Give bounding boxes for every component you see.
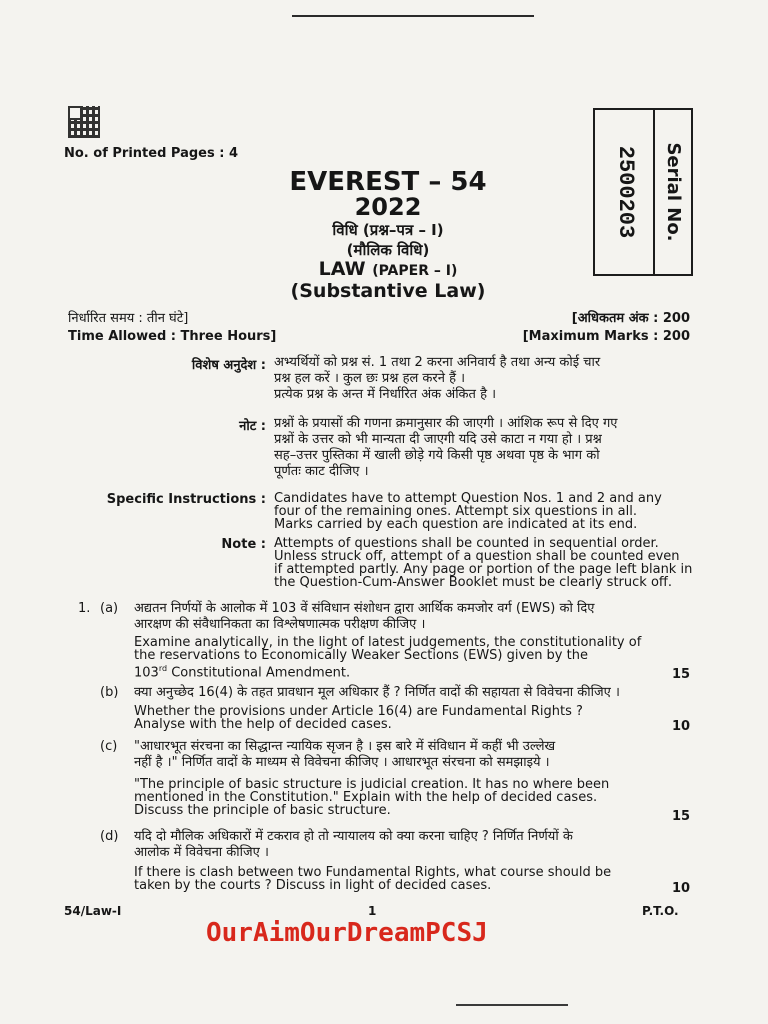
exam-title: EVEREST – 54 <box>289 167 487 197</box>
pto-label: P.T.O. <box>642 904 679 918</box>
part-b-hindi <box>134 685 694 701</box>
special-english-line: four of the remaining ones. Attempt six questions in all. <box>274 504 637 519</box>
special-hindi-line: अभ्यर्थियों को प्रश्न सं. 1 तथा 2 करना अनिवार्य है तथा अन्य कोई चार <box>274 355 601 370</box>
marks-english: [Maximum Marks : 200 <box>522 329 690 344</box>
time-english: Time Allowed : Three Hours] <box>68 329 277 344</box>
note-english-line: Unless struck off, attempt of a question shall be counted even <box>274 549 680 564</box>
part-hindi-line: यदि दो मौलिक अधिकारों में टकराव हो तो न्यायालय को क्या करना चाहिए ? निर्णित निर्णयों के <box>134 829 573 844</box>
note-label-english: Note : <box>221 537 266 552</box>
part-marks: 15 <box>672 809 691 824</box>
note-hindi-line: पूर्णतः काट दीजिए । <box>274 464 369 479</box>
part-hindi-line: नहीं है ।" निर्णित वादों के माध्यम से विवेचना कीजिए । आधारभूत संरचना को समझाइये । <box>134 755 550 770</box>
part-english-line: taken by the courts ? Discuss in light of decided cases. <box>134 878 492 893</box>
special-english-line: Marks carried by each question are indicated at its end. <box>274 517 638 532</box>
part-english-line: Discuss the principle of basic structure. <box>134 803 391 818</box>
note-label-hindi: नोट : <box>239 419 266 434</box>
note-english-line: Attempts of questions shall be counted in sequential order. <box>274 536 659 551</box>
paper-number: (PAPER – I) <box>372 263 458 279</box>
qr-code-icon <box>68 106 100 138</box>
part-label: (b) <box>100 685 119 700</box>
top-rule <box>292 15 534 17</box>
part-b-english <box>134 705 654 731</box>
subject-english <box>268 258 508 280</box>
subtitle-hindi: (मौलिक विधि) <box>346 241 430 259</box>
subtitle-english: (Substantive Law) <box>290 280 486 302</box>
special-hindi-line: प्रश्न हल करें । कुल छः प्रश्न हल करने हैं । <box>274 371 466 386</box>
subject-law: LAW <box>318 258 366 280</box>
part-hindi-line: क्या अनुच्छेद 16(4) के तहत प्रावधान मूल अधिकार हैं ? निर्णित वादों की सहायता से विवेचना कीजिए । <box>134 685 620 700</box>
part-marks: 10 <box>672 719 691 734</box>
subject-hindi: विधि (प्रश्न–पत्र – I) <box>332 221 444 239</box>
part-english-line: 103rd Constitutional Amendment. <box>134 664 351 681</box>
special-english-line: Candidates have to attempt Question Nos. 1 and 2 and any <box>274 491 662 506</box>
part-d-english <box>134 866 654 892</box>
part-hindi-line: आरक्षण की संवैधानिकता का विश्लेषणात्मक परीक्षण कीजिए । <box>134 617 426 632</box>
watermark-brand: OurAimOurDreamPCSJ <box>206 918 488 948</box>
marks-hindi: [अधिकतम अंक : 200 <box>571 311 690 326</box>
time-hindi: निर्धारित समय : तीन घंटे] <box>68 311 189 326</box>
part-d-hindi <box>134 829 694 861</box>
part-c-english <box>134 778 694 817</box>
special-label-hindi: विशेष अनुदेश : <box>191 358 266 373</box>
part-english-line: If there is clash between two Fundamental Rights, what course should be <box>134 865 612 880</box>
part-marks: 10 <box>672 881 691 896</box>
part-label: (c) <box>100 739 118 754</box>
part-marks: 15 <box>672 667 691 682</box>
paper-code: 54/Law-I <box>64 904 122 918</box>
exam-year: 2022 <box>354 193 422 221</box>
part-a-english <box>134 636 654 679</box>
special-english <box>274 492 694 531</box>
special-hindi-line: प्रत्येक प्रश्न के अन्त में निर्धारित अंक अंकित है । <box>274 387 497 402</box>
part-label: (d) <box>100 829 119 844</box>
part-hindi-line: अद्यतन निर्णयों के आलोक में 103 वें संविधान संशोधन द्वारा आर्थिक कमजोर वर्ग (EWS) को दिए <box>134 601 595 616</box>
part-a-hindi <box>134 601 694 633</box>
part-english-line: "The principle of basic structure is judicial creation. It has no where been <box>134 777 610 792</box>
bottom-rule <box>456 1004 568 1006</box>
part-c-hindi <box>134 739 694 771</box>
printed-pages: No. of Printed Pages : 4 <box>64 146 239 161</box>
part-english-line: the reservations to Economically Weaker Sections (EWS) given by the <box>134 648 588 663</box>
note-english-line: the Question-Cum-Answer Booklet must be clearly struck off. <box>274 575 672 590</box>
question-number: 1. <box>78 601 91 616</box>
note-english-line: if attempted partly. Any page or portion of the page left blank in <box>274 562 693 577</box>
part-english-line: Analyse with the help of decided cases. <box>134 717 392 732</box>
serial-number: 2500203 <box>613 145 638 239</box>
serial-label: Serial No. <box>663 142 684 242</box>
note-hindi <box>274 416 694 480</box>
special-hindi <box>274 355 694 403</box>
serial-box <box>593 108 693 276</box>
part-english-line: mentioned in the Constitution." Explain with the help of decided cases. <box>134 790 598 805</box>
special-label-english: Specific Instructions : <box>106 492 266 507</box>
part-hindi-line: आलोक में विवेचना कीजिए । <box>134 845 269 860</box>
part-english-line: Examine analytically, in the light of latest judgements, the constitutionality of <box>134 635 642 650</box>
note-hindi-line: सह–उत्तर पुस्तिका में खाली छोड़े गये किसी पृष्ठ अथवा पृष्ठ के भाग को <box>274 448 600 463</box>
part-label: (a) <box>100 601 119 616</box>
note-hindi-line: प्रश्नों के प्रयासों की गणना क्रमानुसार की जाएगी । आंशिक रूप से दिए गए <box>274 416 618 431</box>
part-hindi-line: "आधारभूत संरचना का सिद्धान्त न्यायिक सृजन है । इस बारे में संविधान में कहीं भी उल्लेख <box>134 739 556 754</box>
note-hindi-line: प्रश्नों के उत्तर को भी मान्यता दी जाएगी यदि उसे काटा न गया हो । प्रश्न <box>274 432 602 447</box>
page-number: 1 <box>368 904 377 918</box>
note-english <box>274 537 694 589</box>
part-english-line: Whether the provisions under Article 16(4) are Fundamental Rights ? <box>134 704 583 719</box>
